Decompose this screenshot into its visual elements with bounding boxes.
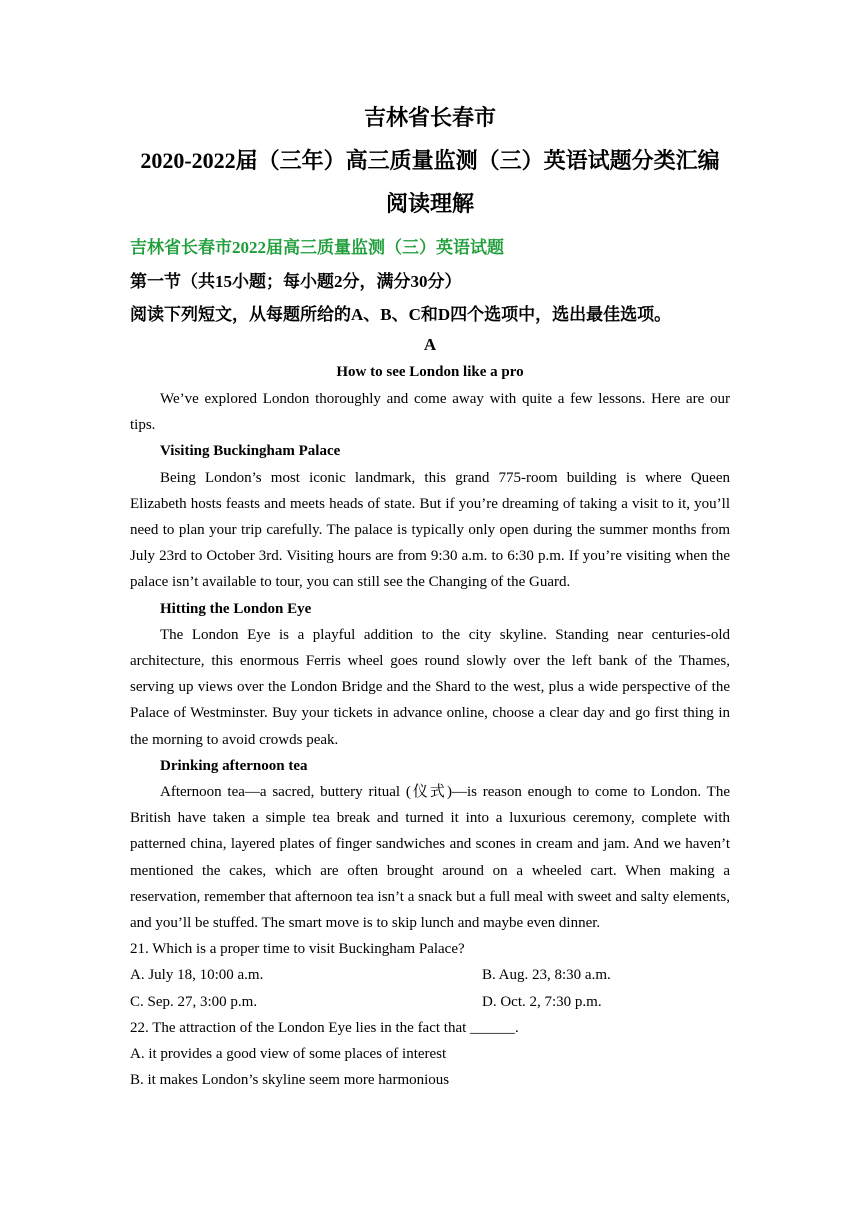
- section-text-london-eye: The London Eye is a playful addition to the city skyline. Standing near centuries-old architecture, this enormous Ferris wheel goes round slowly over the left bank of the Thames, serving up views over the London Bridge and the Shard to the west, plus a wide perspective of the Palace of Westminster. Buy your tickets in advance online, choose a clear day and go first thing in the morning to avoid crowds peak.: [130, 626, 730, 748]
- question-22-stem: 22. The attraction of the London Eye lies in the fact that ______.: [130, 1019, 519, 1036]
- section-text-afternoon-tea: Afternoon tea—a sacred, buttery ritual (仪式)—is reason enough to come to London. The British have taken a simple tea break and turned it into a luxurious ceremony, complete with patterned china, layered plates of finger sandwiches and scones in cream and jam. And we haven’t mentioned the cakes, which are often brought around on a wheeled cart. When making a reservation, remember that afternoon tea isn’t a snack but a full meal with sweet and salty elements, and you’ll be stuffed. The smart move is to skip lunch and maybe even dinner.: [130, 784, 730, 932]
- section-heading-afternoon-tea: Drinking afternoon tea: [160, 757, 308, 774]
- doc-title-main: 2020-2022届（三年）高三质量监测（三）英语试题分类汇编: [140, 148, 720, 173]
- doc-title-category: 阅读理解: [385, 191, 474, 216]
- passage-intro: We’ve explored London thoroughly and come away with quite a few lessons. Here are our tips.: [130, 391, 730, 434]
- question-21-options-row-2: [130, 989, 730, 1015]
- question-22-option-a: A. it provides a good view of some places of interest: [130, 1046, 447, 1063]
- passage-letter: A: [423, 335, 437, 354]
- section-heading-london-eye: Hitting the London Eye: [160, 600, 312, 617]
- question-21-option-d: D. Oct. 2, 7:30 p.m.: [482, 993, 602, 1010]
- section-heading: 第一节（共15小题；每小题2分，满分30分）: [130, 272, 462, 291]
- question-21-option-c: C. Sep. 27, 3:00 p.m.: [130, 993, 258, 1010]
- question-21-option-a: A. July 18, 10:00 a.m.: [130, 967, 264, 984]
- passage-title: How to see London like a pro: [336, 364, 524, 380]
- instruction-text: 阅读下列短文，从每题所给的A、B、C和D四个选项中，选出最佳选项。: [130, 305, 672, 324]
- question-21-options-row-1: [130, 962, 730, 988]
- source-exam-title: 吉林省长春市2022届高三质量监测（三）英语试题: [130, 238, 504, 257]
- doc-title-region: 吉林省长春市: [363, 105, 496, 130]
- section-text-palace: Being London’s most iconic landmark, this grand 775-room building is where Queen Elizabeth hosts feasts and meets heads of state. But if you’re dreaming of taking a visit to it, you’ll need to plan your trip carefully. The palace is typically only open during the summer months from July 23rd to October 3rd. Visiting hours are from 9:30 a.m. to 6:30 p.m. If you’re visiting when the palace isn’t available to tour, you can still see the Changing of the Guard.: [130, 469, 730, 591]
- question-21-option-b: B. Aug. 23, 8:30 a.m.: [482, 967, 611, 984]
- section-heading-palace: Visiting Buckingham Palace: [160, 443, 341, 460]
- question-21-stem: 21. Which is a proper time to visit Buckingham Palace?: [130, 941, 465, 958]
- passage-body: [130, 386, 730, 1093]
- question-22-option-b: B. it makes London’s skyline seem more harmonious: [130, 1072, 450, 1089]
